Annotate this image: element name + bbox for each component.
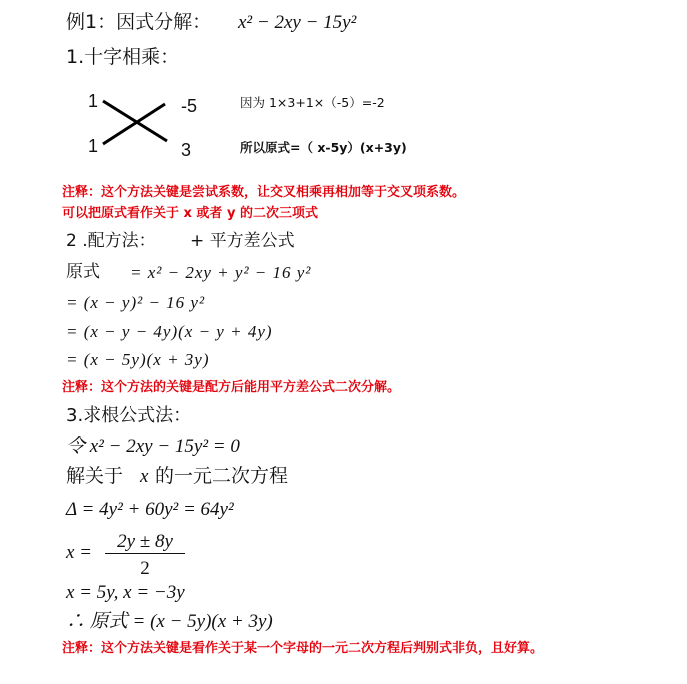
method2-step2: = (x − y)² − 16 y² — [66, 293, 206, 312]
method2-step1: = x² − 2xy + y² − 16 y² — [130, 263, 312, 282]
cross-bottom-right: 3 — [181, 140, 192, 160]
method3-heading: 3.求根公式法： — [66, 405, 192, 426]
method3-step2-a: 解关于 — [66, 465, 124, 487]
method3-step2-b: 的一元二次方程 — [155, 465, 289, 487]
method2-heading: 2 .配方法： — [66, 231, 156, 251]
because-text: 因为 1×3+1×（-5）=-2 — [240, 95, 385, 110]
method3-step4-lhs: x = — [66, 542, 93, 563]
example-expression: x² − 2xy − 15y² — [238, 12, 357, 33]
cross-line-down — [103, 101, 167, 141]
cross-bottom-left: 1 — [88, 136, 99, 156]
fraction-numerator: 2y ± 8y — [117, 531, 173, 552]
method3-step1: 令 x² − 2xy − 15y² = 0 — [66, 436, 240, 457]
method3-step6: ∴ 原式 = (x − 5y)(x + 3y) — [66, 611, 273, 632]
therefore-text: 所以原式=（ x-5y）(x+3y) — [240, 140, 407, 155]
root-fraction — [105, 530, 185, 578]
note2: 注释：这个方法的关键是配方后能用平方差公式二次分解。 — [62, 380, 401, 395]
note1-line2: 可以把原式看作关于 x 或者 y 的二次三项式 — [62, 206, 318, 221]
fraction-bar — [105, 553, 185, 554]
method3-step3: Δ = 4y² + 60y² = 64y² — [66, 499, 234, 520]
note3: 注释：这个方法关键是看作关于某一个字母的一元二次方程后判别式非负，且好算。 — [62, 641, 544, 656]
cross-top-right: -5 — [181, 96, 198, 116]
method2-step4: = (x − 5y)(x + 3y) — [66, 350, 210, 369]
method2-heading-extra: + 平方差公式 — [190, 231, 295, 251]
method3-step2-var: x — [140, 466, 149, 487]
cross-line-up — [103, 104, 165, 144]
method2-step3: = (x − y − 4y)(x − y + 4y) — [66, 322, 273, 341]
fraction-denominator: 2 — [140, 558, 150, 579]
cross-top-left: 1 — [88, 91, 99, 111]
method2-step1-label: 原式 — [66, 262, 100, 282]
method1-heading: 1.十字相乘： — [66, 46, 180, 68]
method3-step5: x = 5y, x = −3y — [66, 582, 185, 603]
example-label: 例1：因式分解： — [66, 11, 212, 33]
note1-line1: 注释：这个方法关键是尝试系数，让交叉相乘再相加等于交叉项系数。 — [62, 185, 466, 200]
